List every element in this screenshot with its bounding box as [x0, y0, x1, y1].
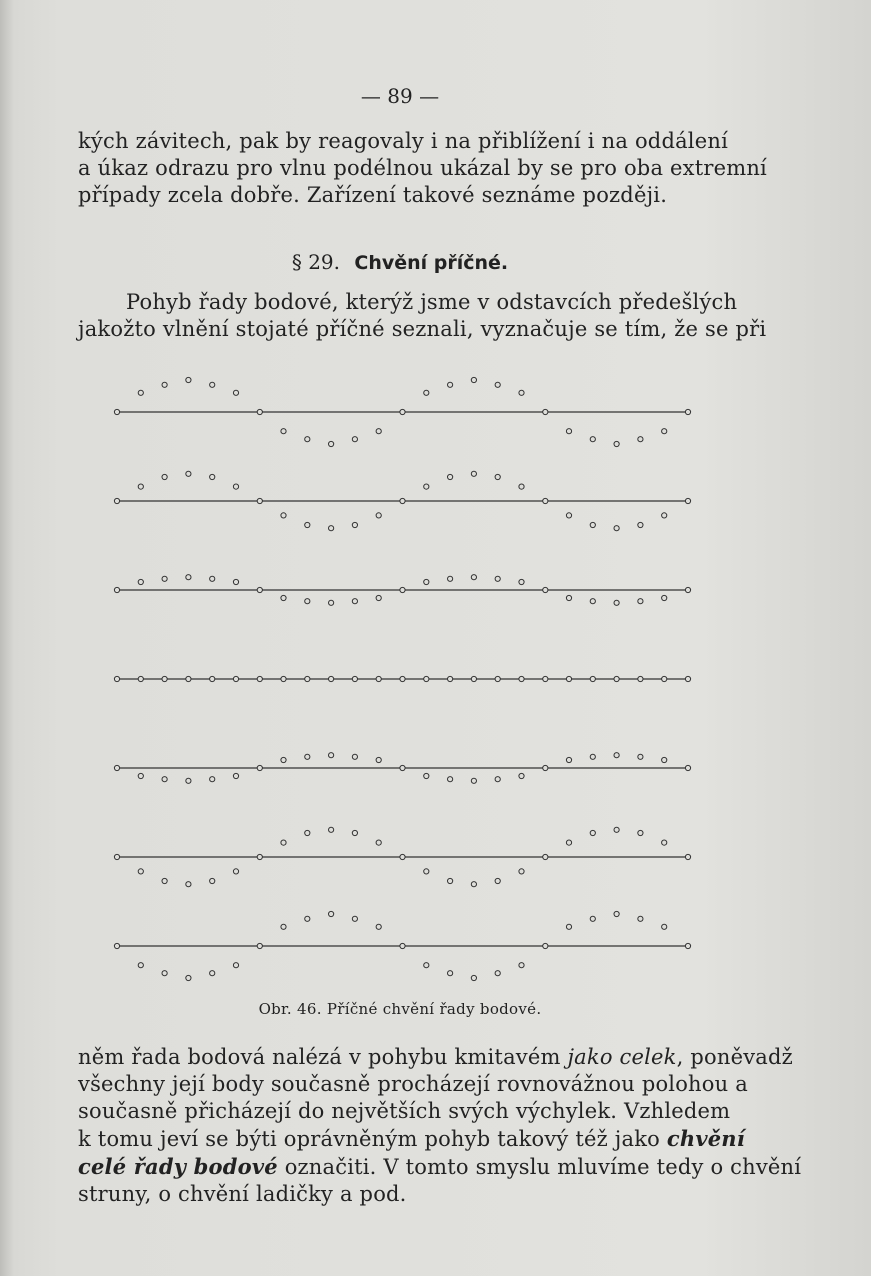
- point-mark: [281, 924, 286, 929]
- point-mark: [662, 595, 667, 600]
- point-mark: [257, 765, 262, 770]
- point-mark: [638, 916, 643, 921]
- point-mark: [614, 600, 619, 605]
- point-mark: [281, 676, 286, 681]
- point-mark: [662, 676, 667, 681]
- point-mark: [162, 576, 167, 581]
- point-mark: [471, 575, 476, 580]
- text-line: jakožto vlnění stojaté příčné seznali, vyznačuje se tím, že se při: [78, 317, 767, 341]
- point-mark: [590, 676, 595, 681]
- point-mark: [352, 754, 357, 759]
- section-heading: [0, 250, 800, 274]
- point-mark: [519, 390, 524, 395]
- caption-label: Obr. 46.: [258, 1000, 322, 1018]
- point-mark: [186, 882, 191, 887]
- point-mark: [566, 757, 571, 762]
- point-mark: [590, 754, 595, 759]
- point-mark: [638, 599, 643, 604]
- text-run: označiti. V tomto smyslu mluvíme tedy o chvění: [277, 1155, 802, 1179]
- point-mark: [685, 676, 690, 681]
- point-mark: [495, 676, 500, 681]
- text-run: , poněvadž: [676, 1045, 793, 1069]
- point-mark: [400, 854, 405, 859]
- point-mark: [305, 676, 310, 681]
- point-mark: [424, 773, 429, 778]
- point-mark: [400, 943, 405, 948]
- point-mark: [638, 830, 643, 835]
- point-mark: [210, 382, 215, 387]
- point-mark: [543, 498, 548, 503]
- point-mark: [638, 676, 643, 681]
- section-number: § 29.: [291, 250, 341, 274]
- point-mark: [519, 579, 524, 584]
- figure-caption: [0, 1000, 800, 1018]
- point-mark: [566, 513, 571, 518]
- point-mark: [685, 854, 690, 859]
- point-mark: [233, 963, 238, 968]
- point-mark: [566, 840, 571, 845]
- point-mark: [162, 777, 167, 782]
- text-line: a úkaz odrazu pro vlnu podélnou ukázal by se pro oba extremní: [78, 156, 767, 180]
- point-mark: [186, 575, 191, 580]
- italic-run: jako celek: [567, 1045, 677, 1069]
- point-mark: [138, 869, 143, 874]
- point-mark: [424, 869, 429, 874]
- point-mark: [495, 971, 500, 976]
- point-mark: [519, 963, 524, 968]
- point-mark: [685, 587, 690, 592]
- point-mark: [305, 522, 310, 527]
- point-mark: [352, 599, 357, 604]
- point-mark: [305, 754, 310, 759]
- point-mark: [400, 498, 405, 503]
- point-mark: [376, 924, 381, 929]
- point-mark: [566, 676, 571, 681]
- point-mark: [662, 429, 667, 434]
- paragraph-1: [78, 128, 767, 209]
- point-mark: [448, 382, 453, 387]
- point-mark: [614, 441, 619, 446]
- point-mark: [424, 579, 429, 584]
- point-mark: [162, 676, 167, 681]
- point-mark: [305, 830, 310, 835]
- point-mark: [448, 878, 453, 883]
- point-mark: [448, 576, 453, 581]
- point-mark: [329, 911, 334, 916]
- point-mark: [233, 773, 238, 778]
- text-line: kých závitech, pak by reagovaly i na přiblížení i na oddálení: [78, 129, 728, 153]
- point-mark: [210, 777, 215, 782]
- point-mark: [448, 971, 453, 976]
- text-line: případy zcela dobře. Zařízení takové seznáme později.: [78, 183, 668, 207]
- point-mark: [448, 676, 453, 681]
- point-mark: [519, 773, 524, 778]
- point-mark: [543, 943, 548, 948]
- point-mark: [138, 390, 143, 395]
- point-mark: [471, 882, 476, 887]
- point-mark: [590, 916, 595, 921]
- point-mark: [257, 854, 262, 859]
- text-line: Pohyb řady bodové, kterýž jsme v odstavcích předešlých: [126, 290, 738, 314]
- point-mark: [329, 441, 334, 446]
- point-mark: [495, 777, 500, 782]
- text-line: [78, 1153, 802, 1181]
- point-mark: [352, 437, 357, 442]
- point-mark: [495, 382, 500, 387]
- point-mark: [543, 676, 548, 681]
- point-mark: [448, 474, 453, 479]
- point-mark: [162, 474, 167, 479]
- point-mark: [257, 498, 262, 503]
- text-run: něm řada bodová nalézá v pohybu kmitavém: [78, 1045, 568, 1069]
- point-mark: [210, 576, 215, 581]
- point-mark: [376, 513, 381, 518]
- point-mark: [424, 676, 429, 681]
- point-mark: [376, 757, 381, 762]
- point-mark: [685, 765, 690, 770]
- text-line: [78, 1125, 745, 1153]
- point-mark: [233, 676, 238, 681]
- point-mark: [614, 827, 619, 832]
- point-mark: [519, 484, 524, 489]
- point-mark: [662, 924, 667, 929]
- point-mark: [376, 429, 381, 434]
- point-mark: [424, 484, 429, 489]
- point-mark: [400, 765, 405, 770]
- point-mark: [614, 526, 619, 531]
- point-mark: [566, 924, 571, 929]
- point-mark: [329, 827, 334, 832]
- point-mark: [685, 409, 690, 414]
- point-mark: [543, 765, 548, 770]
- point-mark: [210, 676, 215, 681]
- point-mark: [114, 587, 119, 592]
- point-mark: [614, 676, 619, 681]
- point-mark: [138, 484, 143, 489]
- point-mark: [257, 409, 262, 414]
- point-mark: [329, 600, 334, 605]
- point-mark: [329, 526, 334, 531]
- point-mark: [519, 869, 524, 874]
- point-mark: [685, 943, 690, 948]
- point-mark: [376, 840, 381, 845]
- point-mark: [114, 854, 119, 859]
- point-mark: [662, 513, 667, 518]
- point-mark: [114, 943, 119, 948]
- point-mark: [233, 390, 238, 395]
- point-mark: [662, 840, 667, 845]
- point-mark: [114, 498, 119, 503]
- point-mark: [685, 498, 690, 503]
- point-mark: [400, 409, 405, 414]
- point-mark: [329, 676, 334, 681]
- point-mark: [138, 963, 143, 968]
- bold-italic-run: celé řady bodové: [78, 1154, 278, 1179]
- page-number: — 89 —: [360, 84, 440, 108]
- point-mark: [162, 878, 167, 883]
- point-mark: [233, 484, 238, 489]
- point-mark: [281, 513, 286, 518]
- point-mark: [186, 676, 191, 681]
- point-mark: [400, 587, 405, 592]
- point-mark: [114, 409, 119, 414]
- point-mark: [424, 963, 429, 968]
- point-mark: [376, 595, 381, 600]
- point-mark: [352, 522, 357, 527]
- point-mark: [210, 474, 215, 479]
- point-mark: [305, 437, 310, 442]
- point-mark: [400, 676, 405, 681]
- wave-figure: [0, 370, 800, 990]
- point-mark: [352, 916, 357, 921]
- point-mark: [281, 757, 286, 762]
- point-mark: [495, 576, 500, 581]
- point-mark: [519, 676, 524, 681]
- point-mark: [566, 429, 571, 434]
- point-mark: [424, 390, 429, 395]
- point-mark: [376, 676, 381, 681]
- point-mark: [329, 753, 334, 758]
- point-mark: [114, 676, 119, 681]
- text-line: struny, o chvění ladičky a pod.: [78, 1182, 407, 1206]
- point-mark: [186, 975, 191, 980]
- point-mark: [186, 778, 191, 783]
- point-mark: [257, 676, 262, 681]
- point-mark: [281, 429, 286, 434]
- point-mark: [590, 437, 595, 442]
- point-mark: [471, 377, 476, 382]
- point-mark: [257, 943, 262, 948]
- point-mark: [305, 599, 310, 604]
- point-mark: [138, 579, 143, 584]
- point-mark: [590, 830, 595, 835]
- point-mark: [638, 522, 643, 527]
- point-mark: [590, 599, 595, 604]
- point-mark: [448, 777, 453, 782]
- point-mark: [471, 471, 476, 476]
- point-mark: [233, 869, 238, 874]
- point-mark: [590, 522, 595, 527]
- point-mark: [471, 975, 476, 980]
- point-mark: [210, 878, 215, 883]
- point-mark: [495, 474, 500, 479]
- point-mark: [233, 579, 238, 584]
- point-mark: [638, 437, 643, 442]
- point-mark: [662, 757, 667, 762]
- paragraph-3: [78, 1044, 802, 1208]
- text-line: všechny její body současně procházejí rovnovážnou polohou a: [78, 1072, 748, 1096]
- point-mark: [162, 382, 167, 387]
- point-mark: [495, 878, 500, 883]
- bold-italic-run: chvění: [666, 1126, 745, 1151]
- point-mark: [614, 753, 619, 758]
- text-line: současně přicházejí do největších svých výchylek. Vzhledem: [78, 1099, 731, 1123]
- point-mark: [210, 971, 215, 976]
- point-mark: [543, 854, 548, 859]
- point-mark: [543, 587, 548, 592]
- caption-text: Příčné chvění řady bodové.: [326, 1000, 542, 1018]
- point-mark: [114, 765, 119, 770]
- point-mark: [305, 916, 310, 921]
- point-mark: [614, 911, 619, 916]
- point-mark: [638, 754, 643, 759]
- point-mark: [566, 595, 571, 600]
- point-mark: [257, 587, 262, 592]
- point-mark: [471, 778, 476, 783]
- point-mark: [138, 773, 143, 778]
- point-mark: [138, 676, 143, 681]
- paragraph-2: [78, 289, 767, 343]
- point-mark: [162, 971, 167, 976]
- text-line: [78, 1044, 793, 1071]
- point-mark: [281, 595, 286, 600]
- point-mark: [281, 840, 286, 845]
- point-mark: [186, 377, 191, 382]
- point-mark: [186, 471, 191, 476]
- point-mark: [543, 409, 548, 414]
- point-mark: [471, 676, 476, 681]
- point-mark: [352, 830, 357, 835]
- point-mark: [352, 676, 357, 681]
- section-title: Chvění příčné.: [354, 252, 509, 274]
- text-run: k tomu jeví se býti oprávněným pohyb takový též jako: [78, 1127, 667, 1151]
